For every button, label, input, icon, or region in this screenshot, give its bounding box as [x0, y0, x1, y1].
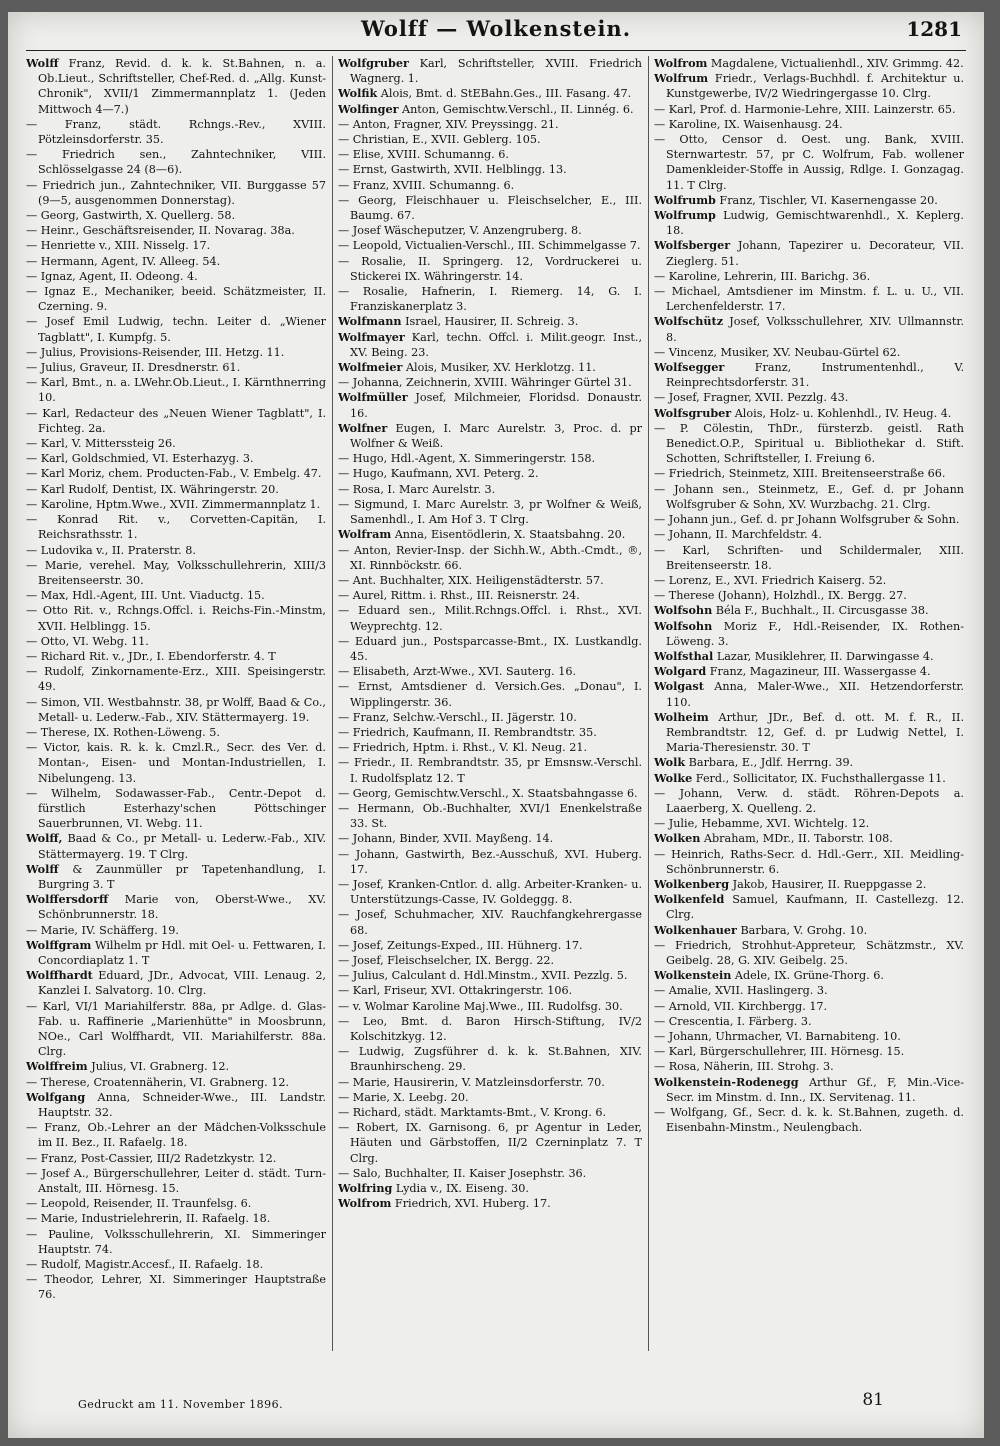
directory-entry: — Julius, Graveur, II. Dresdnerstr. 61.: [26, 361, 241, 375]
column-divider: [332, 56, 333, 1351]
directory-entry: — Anton, Revier-Insp. der Sichh.W., Abth.-Cmdt., ®, XI. Rinnböckstr. 66.: [338, 543, 642, 572]
directory-entry: — Friedrich, Hptm. i. Rhst., V. Kl. Neug. 21.: [338, 741, 588, 755]
directory-page: [8, 12, 984, 1438]
page-number: 1281: [906, 17, 962, 41]
directory-entry: Wolfrumb Franz, Tischler, VI. Kasernengasse 20.: [654, 192, 938, 207]
directory-entry: — Elise, XVIII. Schumanng. 6.: [338, 148, 509, 162]
directory-entry: Wolfmeier Alois, Musiker, XV. Herklotzg. 11.: [338, 360, 596, 375]
directory-entry: — Ludovika v., II. Praterstr. 8.: [26, 543, 196, 557]
directory-entry: Wolfrom Magdalene, Victualienhdl., XIV. Grimmg. 42.: [654, 56, 964, 70]
directory-entry: — Heinr., Geschäftsreisender, II. Novarag. 38a.: [26, 224, 295, 238]
directory-entry: — Friedr., II. Rembrandtstr. 35, pr Emsnsw.-Verschl. I. Rudolfsplatz 12. T: [338, 756, 642, 785]
directory-entry: — Vincenz, Musiker, XV. Neubau-Gürtel 62.: [654, 345, 901, 359]
directory-entry: Wolfsgruber Alois, Holz- u. Kohlenhdl., IV. Heug. 4.: [654, 405, 952, 420]
directory-entry: Wolfrump Ludwig, Gemischtwarenhdl., X. Keplerg. 18.: [654, 208, 964, 238]
print-date: Gedruckt am 11. November 1896.: [78, 1398, 284, 1411]
directory-entry: — Aurel, Rittm. i. Rhst., III. Reisnerstr. 24.: [338, 589, 580, 603]
directory-entry: Wolffhardt Eduard, JDr., Advocat, VIII. Lenaug. 2, Kanzlei I. Salvatorg. 10. Clrg.: [26, 968, 326, 998]
directory-entry: — Johann, II. Marchfeldstr. 4.: [654, 528, 822, 542]
directory-entry: Wolfgruber Karl, Schriftsteller, XVIII. Friedrich Wagnerg. 1.: [338, 56, 642, 86]
directory-entry: — Hugo, Hdl.-Agent, X. Simmeringerstr. 158.: [338, 452, 596, 466]
sheet-number: 81: [862, 1390, 884, 1410]
directory-entry: Wolfsegger Franz, Instrumentenhdl., V. Reinprechtsdorferstr. 31.: [654, 360, 964, 390]
directory-entry: — Josef, Zeitungs-Exped., III. Hühnerg. 17.: [338, 938, 583, 952]
directory-entry: — Eduard jun., Postsparcasse-Bmt., IX. Lustkandlg. 45.: [338, 634, 642, 663]
directory-entry: — Leo, Bmt. d. Baron Hirsch-Stiftung, IV/2 Kolschitzkyg. 12.: [338, 1014, 642, 1043]
directory-entry: Wolgard Franz, Magazineur, III. Wassergasse 4.: [654, 664, 931, 679]
directory-entry: — Hermann, Agent, IV. Alleeg. 54.: [26, 254, 221, 268]
directory-entry: — Leopold, Reisender, II. Traunfelsg. 6.: [26, 1197, 252, 1211]
column-right: [654, 56, 964, 1351]
directory-entry: — Karl, V. Mitterssteig 26.: [26, 437, 176, 451]
directory-entry: — Victor, kais. R. k. k. Cmzl.R., Secr. des Ver. d. Montan-, Eisen- und Montan-Industriellen, I. Nibelungeng. 13.: [26, 741, 326, 785]
column-divider: [648, 56, 649, 1351]
directory-entry: — Georg, Gastwirth, X. Quellerg. 58.: [26, 209, 236, 223]
directory-entry: — Friedrich, Steinmetz, XIII. Breitenseerstraße 66.: [654, 467, 946, 481]
directory-entry: — Wilhelm, Sodawasser-Fab., Centr.-Depot d. fürstlich Esterhazy'schen Pöttschinger Sauerbrunnen, VI. Webg. 11.: [26, 786, 326, 831]
directory-entry: — Julius, Provisions-Reisender, III. Hetzg. 11.: [26, 345, 285, 359]
directory-entry: — Ernst, Amtsdiener d. Versich.Ges. „Donau", I. Wipplingerstr. 36.: [338, 680, 642, 709]
directory-entry: Wolfmann Israel, Hausirer, II. Schreig. 3.: [338, 314, 579, 329]
directory-entry: Wolfsberger Johann, Tapezirer u. Decorateur, VII. Zieglerg. 51.: [654, 238, 964, 268]
directory-entry: Wolff Franz, Revid. d. k. k. St.Bahnen, n. a. Ob.Lieut., Schriftsteller, Chef-Red. d. „Allg. Kunst-Chronik", XVII/1 Zimmermannplatz 1. (Jeden Mittwoch 4—7.): [26, 56, 326, 116]
directory-entry: — Marie, Hausirerin, V. Matzleinsdorferstr. 70.: [338, 1075, 605, 1089]
directory-entry: — Karl Moriz, chem. Producten-Fab., V. Embelg. 47.: [26, 467, 322, 481]
directory-entry: Wolkenstein-Rodenegg Arthur Gf., F, Min.-Vice-Secr. im Minstm. d. Inn., IX. Servitenag. 11.: [654, 1074, 964, 1104]
directory-entry: Wolfsthal Lazar, Musiklehrer, II. Darwingasse 4.: [654, 648, 934, 663]
directory-entry: — Karoline, Hptm.Wwe., XVII. Zimmermannplatz 1.: [26, 497, 321, 511]
directory-entry: — Sigmund, I. Marc Aurelstr. 3, pr Wolfner & Weiß, Samenhdl., I. Am Hof 3. T Clrg.: [338, 497, 642, 527]
directory-entry: — Julie, Hebamme, XVI. Wichtelg. 12.: [654, 817, 870, 831]
directory-entry: — Salo, Buchhalter, II. Kaiser Josephstr. 36.: [338, 1166, 587, 1180]
directory-entry: — Johanna, Zeichnerin, XVIII. Währinger Gürtel 31.: [338, 376, 632, 390]
directory-entry: Wolffersdorff Marie von, Oberst-Wwe., XV. Schönbrunnerstr. 18.: [26, 892, 326, 922]
directory-entry: — Karl Rudolf, Dentist, IX. Währingerstr. 20.: [26, 482, 279, 496]
directory-entry: — Ludwig, Zugsführer d. k. k. St.Bahnen, XIV. Braunhirscheng. 29.: [338, 1045, 642, 1074]
directory-entry: Wolff, Baad & Co., pr Metall- u. Lederw.-Fab., XIV. Stättermayerg. 19. T Clrg.: [26, 831, 326, 861]
directory-entry: — Josef, Kranken-Cntlor. d. allg. Arbeiter-Kranken- u. Unterstützungs-Casse, IV. Goldeggg. 8.: [338, 877, 642, 907]
directory-entry: — Simon, VII. Westbahnstr. 38, pr Wolff, Baad & Co., Metall- u. Lederw.-Fab., XIV. Stättermayerg. 19.: [26, 695, 326, 724]
directory-entry: — Therese, Croatennäherin, VI. Grabnerg. 12.: [26, 1075, 290, 1089]
directory-entry: — Franz, Selchw.-Verschl., II. Jägerstr. 10.: [338, 710, 577, 724]
directory-entry: — Therese, IX. Rothen-Löweng. 5.: [26, 725, 220, 739]
directory-entry: Wolke Ferd., Sollicitator, IX. Fuchsthallergasse 11.: [654, 770, 946, 785]
directory-entry: — Rosa, Näherin, III. Strohg. 3.: [654, 1060, 834, 1074]
directory-entry: — Ignaz E., Mechaniker, beeid. Schätzmeister, II. Czerning. 9.: [26, 285, 326, 314]
directory-entry: — Josef, Schuhmacher, XIV. Rauchfangkehrergasse 68.: [338, 908, 642, 937]
directory-entry: Wolfmüller Josef, Milchmeier, Floridsd. Donaustr. 16.: [338, 390, 642, 420]
directory-entry: — Otto, VI. Webg. 11.: [26, 634, 149, 648]
directory-entry: — v. Wolmar Karoline Maj.Wwe., III. Rudolfsg. 30.: [338, 999, 623, 1013]
directory-entry: — Rosalie, Hafnerin, I. Riemerg. 14, G. I. Franziskanerplatz 3.: [338, 285, 642, 314]
directory-entry: — Hugo, Kaufmann, XVI. Peterg. 2.: [338, 467, 539, 481]
directory-entry: Wolfgang Anna, Schneider-Wwe., III. Landstr. Hauptstr. 32.: [26, 1089, 326, 1120]
directory-entry: — Karl, Prof. d. Harmonie-Lehre, XIII. Lainzerstr. 65.: [654, 102, 956, 116]
header-rule: [26, 50, 966, 51]
directory-entry: — Friedrich sen., Zahntechniker, VIII. Schlösselgasse 24 (8—6).: [26, 148, 326, 177]
directory-entry: — Johann, Verw. d. städt. Röhren-Depots a. Laaerberg, X. Quelleng. 2.: [654, 786, 964, 815]
directory-entry: — Rosa, I. Marc Aurelstr. 3.: [338, 482, 496, 496]
directory-entry: — Leopold, Victualien-Verschl., III. Schimmelgasse 7.: [338, 239, 641, 253]
directory-entry: — Ant. Buchhalter, XIX. Heiligenstädterstr. 57.: [338, 573, 604, 587]
directory-entry: Wolfrom Friedrich, XVI. Huberg. 17.: [338, 1196, 551, 1211]
directory-entry: — Ernst, Gastwirth, XVII. Helblingg. 13.: [338, 163, 567, 177]
directory-entry: — Friedrich, Kaufmann, II. Rembrandtstr. 35.: [338, 725, 597, 739]
directory-entry: Wolkenstein Adele, IX. Grüne-Thorg. 6.: [654, 968, 884, 983]
directory-entry: — Hermann, Ob.-Buchhalter, XVI/1 Enenkelstraße 33. St.: [338, 801, 642, 831]
directory-entry: — Franz, Post-Cassier, III/2 Radetzkystr. 12.: [26, 1151, 277, 1165]
directory-entry: — Richard Rit. v., JDr., I. Ebendorferstr. 4. T: [26, 649, 276, 663]
directory-entry: — Karl, Friseur, XVI. Ottakringerstr. 106.: [338, 984, 573, 998]
directory-entry: Wolheim Arthur, JDr., Bef. d. ott. M. f. R., II. Rembrandtstr. 12, Gef. d. pr Ludwig Nettel, I. Maria-Theresienstr. 30. T: [654, 709, 964, 755]
directory-entry: — Robert, IX. Garnisong. 6, pr Agentur in Leder, Häuten und Gärbstoffen, II/2 Czerninplatz 7. T Clrg.: [338, 1121, 642, 1165]
directory-entry: — Karoline, IX. Waisenhausg. 24.: [654, 117, 843, 131]
directory-entry: — Heinrich, Raths-Secr. d. Hdl.-Gerr., XII. Meidling-Schönbrunnerstr. 6.: [654, 847, 964, 876]
directory-entry: — Franz, Ob.-Lehrer an der Mädchen-Volksschule im II. Bez., II. Rafaelg. 18.: [26, 1121, 326, 1150]
column-left: [26, 56, 326, 1351]
directory-entry: — Henriette v., XIII. Nisselg. 17.: [26, 239, 211, 253]
directory-entry: — Michael, Amtsdiener im Minstm. f. L. u. U., VII. Lerchenfelderstr. 17.: [654, 285, 964, 314]
directory-entry: — Richard, städt. Marktamts-Bmt., V. Krong. 6.: [338, 1106, 607, 1120]
directory-entry: — Georg, Fleischhauer u. Fleischselcher, E., III. Baumg. 67.: [338, 193, 642, 223]
directory-entry: Wolfrum Friedr., Verlags-Buchhdl. f. Architektur u. Kunstgewerbe, IV/2 Wiedringergasse 10. Clrg.: [654, 71, 964, 101]
directory-entry: — Johann, Binder, XVII. Mayßeng. 14.: [338, 832, 554, 846]
directory-entry: Wolffgram Wilhelm pr Hdl. mit Oel- u. Fettwaren, I. Concordiaplatz 1. T: [26, 937, 326, 967]
directory-entry: Wolfmayer Karl, techn. Offcl. i. Milit.geogr. Inst., XV. Being. 23.: [338, 329, 642, 359]
directory-entry: — Lorenz, E., XVI. Friedrich Kaiserg. 52.: [654, 573, 887, 587]
directory-entry: — Friedrich jun., Zahntechniker, VII. Burggasse 57 (9—5, ausgenommen Donnerstag).: [26, 178, 326, 207]
directory-entry: Wolfinger Anton, Gemischtw.Verschl., II. Linnég. 6.: [338, 101, 634, 116]
directory-entry: — Elisabeth, Arzt-Wwe., XVI. Sauterg. 16.: [338, 665, 577, 679]
directory-entry: — Karl, Bürgerschullehrer, III. Hörnesg. 15.: [654, 1045, 905, 1059]
directory-entry: — Johann, Uhrmacher, VI. Barnabiteng. 10.: [654, 1030, 901, 1043]
directory-entry: — Johann sen., Steinmetz, E., Gef. d. pr Johann Wolfsgruber & Sohn, XV. Wurzbachg. 21. Clrg.: [654, 482, 964, 511]
directory-entry: — Amalie, XVII. Haslingerg. 3.: [654, 984, 828, 998]
column-middle: [338, 56, 642, 1351]
directory-entry: — Karl, Redacteur des „Neuen Wiener Tagblatt", I. Fichteg. 2a.: [26, 406, 326, 435]
directory-entry: — Josef A., Bürgerschullehrer, Leiter d. städt. Turn-Anstalt, III. Hörnesg. 15.: [26, 1166, 326, 1196]
directory-entry: — Christian, E., XVII. Geblerg. 105.: [338, 133, 541, 147]
directory-entry: — Otto, Censor d. Oest. ung. Bank, XVIII. Sternwartestr. 57, pr C. Wolfrum, Fab. wollener Damenkleider-Stoffe in Aussig, Rdlge. I. Gonzagag. 11. T Clrg.: [654, 133, 964, 192]
directory-entry: Wolkenfeld Samuel, Kaufmann, II. Castellezg. 12. Clrg.: [654, 892, 964, 922]
directory-entry: — Josef Wäscheputzer, V. Anzengruberg. 8.: [338, 224, 582, 238]
directory-entry: — Georg, Gemischtw.Verschl., X. Staatsbahngasse 6.: [338, 786, 638, 800]
directory-entry: — Marie, verehel. May, Volksschullehrerin, XIII/3 Breitenseerstr. 30.: [26, 558, 326, 587]
directory-entry: — Karl, Schriften- und Schildermaler, XIII. Breitenseerstr. 18.: [654, 543, 964, 572]
directory-entry: — Marie, Industrielehrerin, II. Rafaelg. 18.: [26, 1212, 271, 1226]
directory-entry: — Marie, IV. Schäfferg. 19.: [26, 923, 179, 937]
directory-entry: — Josef Emil Ludwig, techn. Leiter d. „Wiener Tagblatt", I. Kumpfg. 5.: [26, 315, 326, 344]
directory-entry: — Eduard sen., Milit.Rchngs.Offcl. i. Rhst., XVI. Weyprechtg. 12.: [338, 604, 642, 633]
directory-entry: — Johann jun., Gef. d. pr Johann Wolfsgruber & Sohn.: [654, 513, 960, 527]
directory-entry: — Josef, Fragner, XVII. Pezzlg. 43.: [654, 391, 849, 405]
directory-entry: Wolfram Anna, Eisentödlerin, X. Staatsbahng. 20.: [338, 527, 626, 542]
directory-entry: — Karl, Bmt., n. a. LWehr.Ob.Lieut., I. Kärnthnerring 10.: [26, 376, 326, 405]
directory-entry: Wolkenberg Jakob, Hausirer, II. Rueppgasse 2.: [654, 876, 927, 891]
directory-entry: — Wolfgang, Gf., Secr. d. k. k. St.Bahnen, zugeth. d. Eisenbahn-Minstm., Neulengbach.: [654, 1106, 964, 1135]
directory-entry: — Friedrich, Strohhut-Appreteur, Schätzmstr., XV. Geibelg. 28, G. XIV. Geibelg. 25.: [654, 938, 964, 967]
directory-entry: Wolfschütz Josef, Volksschullehrer, XIV. Ullmannstr. 8.: [654, 314, 964, 344]
directory-entry: Wolff & Zaunmüller pr Tapetenhandlung, I. Burgring 3. T: [26, 861, 326, 891]
directory-entry: — Theodor, Lehrer, XI. Simmeringer Hauptstraße 76.: [26, 1273, 326, 1302]
directory-entry: — Karl, Goldschmied, VI. Esterhazyg. 3.: [26, 452, 254, 466]
directory-entry: Wolfring Lydia v., IX. Eiseng. 30.: [338, 1181, 529, 1196]
directory-entry: — Otto Rit. v., Rchngs.Offcl. i. Reichs-Fin.-Minstm, XVII. Helblingg. 15.: [26, 604, 326, 633]
directory-entry: Wolfsohn Béla F., Buchhalt., II. Circusgasse 38.: [654, 603, 929, 618]
directory-entry: — Karoline, Lehrerin, III. Barichg. 36.: [654, 269, 871, 283]
directory-entry: — Franz, XVIII. Schumanng. 6.: [338, 178, 515, 192]
directory-entry: Wolgast Anna, Maler-Wwe., XII. Hetzendorferstr. 110.: [654, 679, 964, 709]
directory-entry: — Johann, Gastwirth, Bez.-Ausschuß, XVI. Huberg. 17.: [338, 847, 642, 876]
directory-entry: Wolffreim Julius, VI. Grabnerg. 12.: [26, 1059, 230, 1074]
directory-entry: Wolk Barbara, E., Jdlf. Herrng. 39.: [654, 755, 854, 770]
directory-entry: — Franz, städt. Rchngs.-Rev., XVIII. Pötzleinsdorferstr. 35.: [26, 117, 326, 147]
directory-entry: — Ignaz, Agent, II. Odeong. 4.: [26, 269, 198, 283]
directory-entry: — Rosalie, II. Springerg. 12, Vordruckerei u. Stickerei IX. Währingerstr. 14.: [338, 254, 642, 283]
directory-entry: — Therese (Johann), Holzhdl., IX. Bergg. 27.: [654, 589, 907, 603]
directory-entry: — P. Cölestin, ThDr., fürsterzb. geistl. Rath Benedict.O.P., Spiritual u. Bibliothekar d. Stift. Schotten, Schriftsteller, I. Freiung 6.: [654, 421, 964, 466]
directory-entry: — Rudolf, Zinkornamente-Erz., XIII. Speisingerstr. 49.: [26, 665, 326, 694]
directory-entry: — Crescentia, I. Färberg. 3.: [654, 1014, 812, 1028]
directory-entry: Wolkenhauer Barbara, V. Grohg. 10.: [654, 922, 868, 937]
directory-entry: — Marie, X. Leebg. 20.: [338, 1090, 469, 1104]
directory-entry: Wolfner Eugen, I. Marc Aurelstr. 3, Proc. d. pr Wolfner & Weiß.: [338, 420, 642, 451]
directory-entry: — Anton, Fragner, XIV. Preyssingg. 21.: [338, 117, 559, 131]
directory-entry: — Pauline, Volksschullehrerin, XI. Simmeringer Hauptstr. 74.: [26, 1227, 326, 1256]
directory-entry: — Max, Hdl.-Agent, III. Unt. Viaductg. 15.: [26, 589, 265, 603]
running-title: Wolff — Wolkenstein.: [360, 16, 632, 41]
directory-entry: — Josef, Fleischselcher, IX. Bergg. 22.: [338, 953, 555, 967]
directory-entry: Wolken Abraham, MDr., II. Taborstr. 108.: [654, 831, 893, 846]
directory-entry: Wolfik Alois, Bmt. d. StEBahn.Ges., III. Fasang. 47.: [338, 86, 632, 101]
directory-entry: — Konrad Rit. v., Corvetten-Capitän, I. Reichsrathsstr. 1.: [26, 513, 326, 542]
page-header: [8, 12, 984, 52]
directory-entry: — Rudolf, Magistr.Accesf., II. Rafaelg. 18.: [26, 1258, 264, 1272]
directory-entry: Wolfsohn Moriz F., Hdl.-Reisender, IX. Rothen-Löweng. 3.: [654, 618, 964, 648]
directory-entry: — Julius, Calculant d. Hdl.Minstm., XVII. Pezzlg. 5.: [338, 969, 628, 983]
directory-entry: — Arnold, VII. Kirchbergg. 17.: [654, 999, 828, 1013]
directory-entry: — Karl, VI/1 Mariahilferstr. 88a, pr Adlge. d. Glas-Fab. u. Raffinerie „Marienhütte" in Moosbrunn, NOe., Carl Wolffhardt, VII. Mariahilferstr. 88a. Clrg.: [26, 999, 326, 1059]
